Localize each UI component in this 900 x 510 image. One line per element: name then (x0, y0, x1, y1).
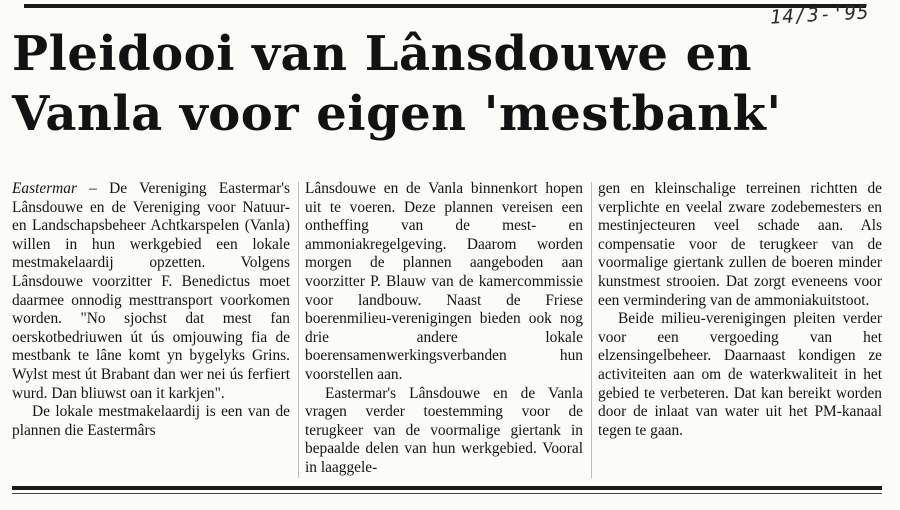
bottom-rule-thin (12, 493, 882, 494)
dateline: Eastermar (12, 180, 77, 197)
paragraph: gen en kleinschalige terreinen richtten de verplichte en veelal zware zodebemesters en mestinjecteuren veel schade aan. Als compensatie voor de terugkeer van de voormalige giertank zullen de boeren minder kunstmest strooien. Dat zorgt eveneens voor een vermindering van de ammoniakuitstoot. (598, 180, 882, 309)
article-body (12, 180, 888, 480)
article-column-2 (305, 180, 583, 480)
paragraph-text: – De Vereniging Eastermar's Lânsdouwe en de Vereniging voor Natuur- en Landschapsbeheer Achtkarspelen (Vanla) willen in hun werkgebied een lokale mestmakelaardij opzetten. Volgens Lânsdouwe voorzitter F. Benedictus moet daarmee onnodig mesttransport voorkomen worden. "No sjochst dat mest fan oerskotbedriuwen út ús omjouwing fia de mestbank te lâne komt yn bygelyks Grins. Wylst mest út Brabant dan wer nei ús ferfiert wurd. Dan bliuwst oan it karkjen". (12, 180, 290, 402)
paragraph: Eastermar's Lânsdouwe en de Vanla vragen verder toestemming voor de terugkeer van de voormalige giertank in bepaalde delen van hun werkgebied. Vooral in laaggele- (305, 384, 583, 476)
bottom-rule (12, 486, 882, 490)
headline (12, 24, 872, 144)
paragraph: Beide milieu-verenigingen pleiten verder voor een vergoeding van het elzensingelbeheer. Daarnaast kondigen ze activiteiten aan om de waterkwaliteit in het gebied te verbeteren. Dat kan bereikt worden door de inlaat van water uit het PM-kanaal tegen te gaan. (598, 310, 882, 439)
headline-line-2: Vanla voor eigen 'mestbank' (12, 86, 782, 142)
article-column-3 (598, 180, 882, 480)
handwritten-date: 14/3-'95 (769, 1, 871, 29)
paragraph (12, 180, 290, 403)
top-rule (24, 4, 866, 8)
paragraph: Lânsdouwe en de Vanla binnenkort hopen uit te voeren. Deze plannen vereisen een ontheffing van de mest- en ammoniakregelgeving. Daarom worden morgen de plannen aangeboden aan voorzitter P. Blauw van de kamercommissie voor landbouw. Naast de Friese boerenmilieu-verenigingen bieden ook nog drie andere lokale boerensamenwerkingsverbanden hun voorstellen aan. (305, 180, 583, 383)
headline-line-1: Pleidooi van Lânsdouwe en (12, 26, 752, 82)
paragraph: De lokale mestmakelaardij is een van de plannen die Eastermârs (12, 403, 290, 439)
article-column-1 (12, 180, 290, 480)
